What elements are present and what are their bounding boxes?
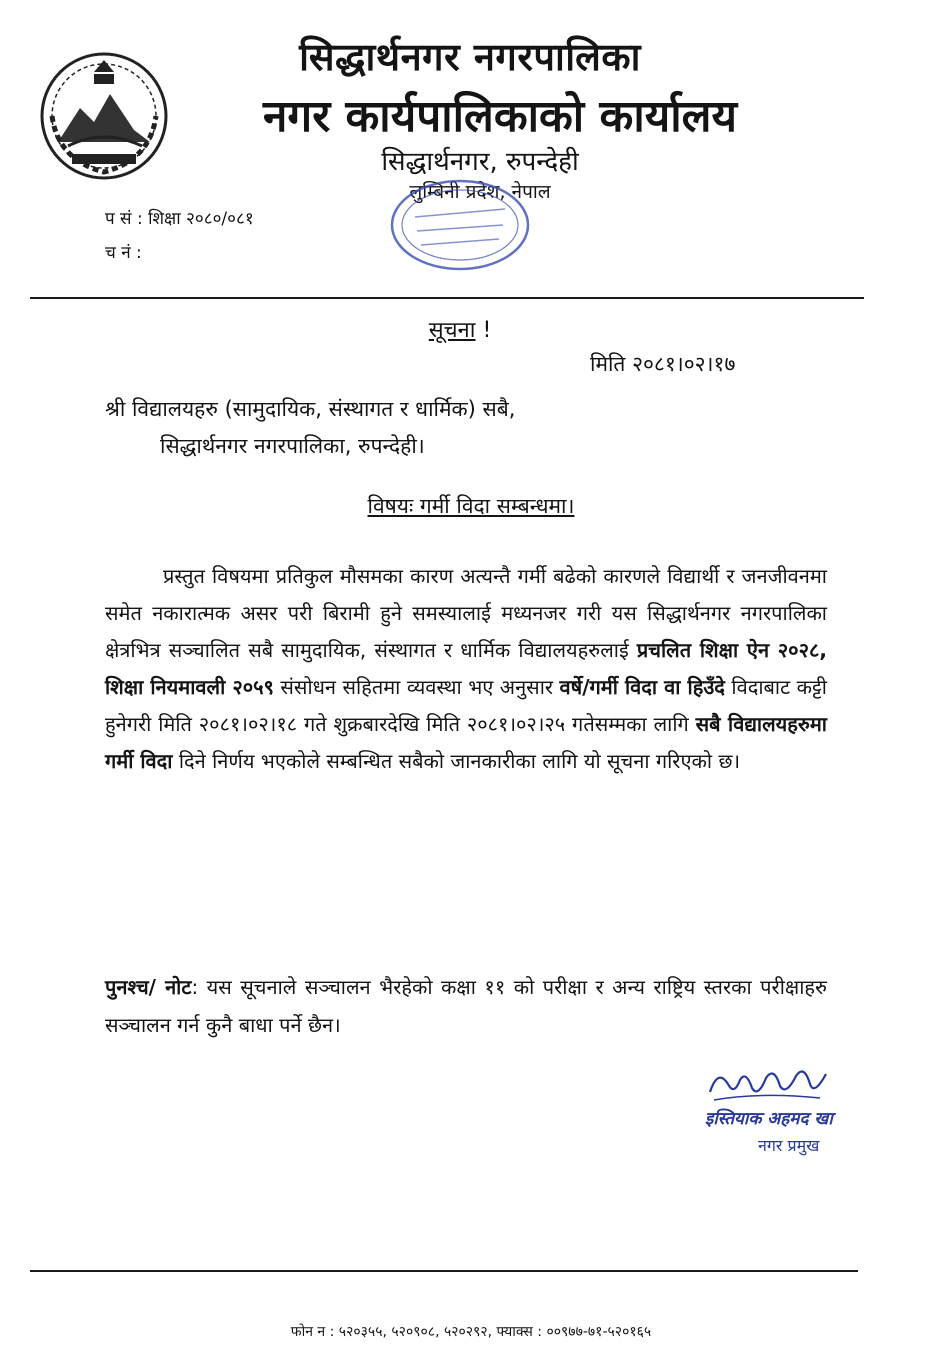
office-province: लुम्बिनी प्रदेश, नेपाल xyxy=(409,181,551,203)
footer-divider xyxy=(30,1270,858,1272)
notice-date: मिति २०८१।०२।१७ xyxy=(590,352,736,376)
notice-heading xyxy=(0,314,920,344)
addressee-line-2: सिद्धार्थनगर नगरपालिका, रुपन्देही। xyxy=(160,434,425,458)
office-location: सिद्धार्थनगर, रुपन्देही xyxy=(381,147,579,177)
dispatch-number: च नं : xyxy=(105,243,142,263)
note-text: : यस सूचनाले सञ्चालन भैरहेको कक्षा ११ को परीक्षा र अन्य राष्ट्रिय स्तरका परीक्षाहरु सञ्चालन गर्न कुनै बाधा पर्ने छैन। xyxy=(105,975,827,1037)
notice-title: सूचना xyxy=(428,318,476,343)
note-paragraph xyxy=(105,968,827,1044)
subject-line xyxy=(0,492,942,520)
note-label: पुनश्च/ नोट xyxy=(105,975,192,999)
body-text-3: विदाबाट कट्टी हुनेगरी मिति २०८१।०२।१८ गते शुक्रबारदेखि मिति २०८१।०२।२५ गतेसम्मका लागि xyxy=(105,675,827,736)
body-text-1: प्रस्तुत विषयमा प्रतिकुल मौसमका कारण अत्यन्तै गर्मी बढेको कारणले विद्यार्थी र जनजीवनमा समेत नकारात्मक असर परी बिरामी हुने समस्यालाई मध्यनजर गरी यस सिद्धार्थनगर नगरपालिका क्षेत्रभित्र सञ्चालित सबै सामुदायिक, संस्थागत र धार्मिक विद्यालयहरुलाई xyxy=(105,564,827,662)
letter-number: प सं : शिक्षा २०८०/०८१ xyxy=(105,209,254,229)
header-divider xyxy=(30,297,864,299)
subject-text: विषयः गर्मी विदा सम्बन्धमा। xyxy=(367,494,575,518)
body-paragraph xyxy=(105,558,827,780)
nepal-emblem-icon xyxy=(38,50,170,182)
body-text-2: संसोधन सहितमा व्यवस्था भए अनुसार xyxy=(273,675,560,699)
body-text-4: दिने निर्णय भएकोले सम्बन्धित सबैको जानकारीका लागि यो सूचना गरिएको छ। xyxy=(172,749,741,773)
body-bold-3: सबै विद्यालयहरुमा गर्मी विदा xyxy=(105,712,827,773)
signature-mark xyxy=(700,1062,840,1106)
notice-mark: ! xyxy=(475,318,492,343)
body-bold-2: वर्षे/गर्मी विदा वा हिउँदे xyxy=(559,675,725,699)
signer-name: इस्तियाक अहमद खा xyxy=(705,1109,833,1129)
footer-contact: फोन न : ५२०३५५, ५२०९०८, ५२०२९२, फ्याक्स : ००९७७-७१-५२०१६५ xyxy=(290,1324,652,1340)
office-name: नगर कार्यपालिकाको कार्यालय xyxy=(263,91,737,142)
body-bold-1: प्रचलित शिक्षा ऐन २०२८, शिक्षा नियमावली २०५९ xyxy=(105,638,827,699)
official-stamp xyxy=(385,175,535,275)
addressee-line-1: श्री विद्यालयहरु (सामुदायिक, संस्थागत र धार्मिक) सबै, xyxy=(105,397,516,421)
municipality-name: सिद्धार्थनगर नगरपालिका xyxy=(299,35,641,79)
signer-title: नगर प्रमुख xyxy=(758,1136,820,1155)
